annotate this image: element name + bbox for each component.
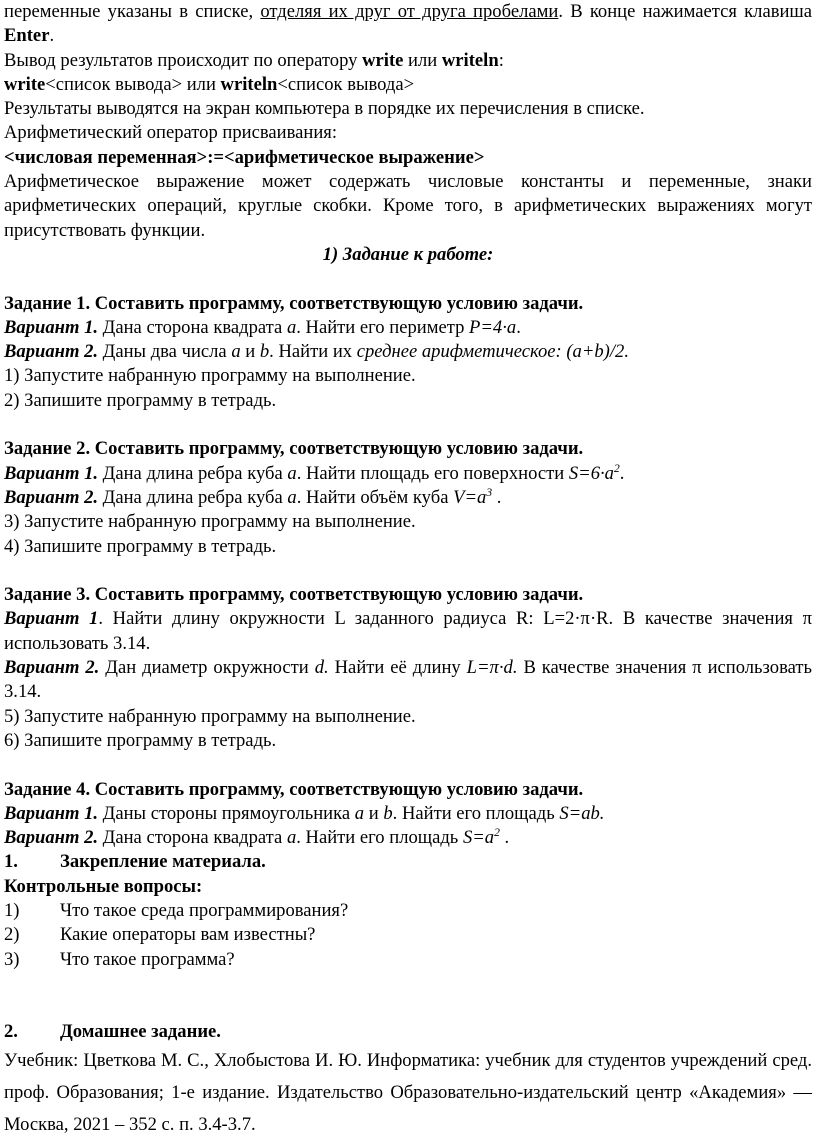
task-1-step-2: 2) Запишите программу в тетрадь. — [4, 389, 277, 411]
enter-key: Enter — [4, 25, 50, 47]
output-operators: Вывод результатов происходит по оператору write или writeln: — [4, 49, 504, 71]
task-2-step-2: 4) Запишите программу в тетрадь. — [4, 535, 277, 557]
task-3-variant-1: Вариант 1. Найти длину окружности L заданного радиуса R: L=2·π·R. В качестве значения π использовать 3.14. — [4, 608, 812, 654]
task-2-step-1: 3) Запустите набранную программу на выполнение. — [4, 511, 416, 533]
task-3-step-2: 6) Запишите программу в тетрадь. — [4, 729, 277, 751]
task-2-title: Задание 2. Составить программу, соответствующую условию задачи. — [4, 438, 584, 460]
input-description: переменные указаны в списке, отделяя их друг от друга пробелами. В конце нажимается клавиша Enter. — [4, 1, 812, 47]
expression-description: Арифметическое выражение может содержать числовые константы и переменные, знаки арифметических операций, круглые скобки. Кроме того, в арифметических выражениях могут присутствовать функции. — [4, 171, 812, 241]
assignment-syntax: <числовая переменная>:=<арифметическое выражение> — [4, 146, 485, 168]
task-3-step-1: 5) Запустите набранную программу на выполнение. — [4, 705, 416, 727]
task-1-variant-1: Вариант 1. Дана сторона квадрата a. Найти его периметр P=4·a. — [4, 316, 521, 338]
task-2-variant-1: Вариант 1. Дана длина ребра куба a. Найти площадь его поверхности $S=6\cdot a^2$. — [4, 462, 625, 484]
homework-heading: 2. Домашнее задание. — [4, 1021, 221, 1043]
homework-text: Учебник: Цветкова М. С., Хлобыстова И. Ю. Информатика: учебник для студентов учреждений сред. проф. Образования; 1-е издание. Издательство Образовательно-издательский центр «Академия» — Москва, 2021 – 352 с. п. 3.4-3.7. — [4, 1049, 812, 1135]
question-1: 1) Что такое среда программирования? — [4, 899, 349, 921]
question-3: 3) Что такое программа? — [4, 948, 235, 970]
underlined-phrase: отделяя их друг от друга пробелами — [260, 1, 559, 22]
task-4-variant-1: Вариант 1. Даны стороны прямоугольника a и b. Найти его площадь S=ab. — [4, 802, 605, 824]
task-4-title: Задание 4. Составить программу, соответствующую условию задачи. — [4, 778, 584, 800]
consolidation-heading: 1. Закрепление материала. — [4, 851, 266, 873]
task-1-variant-2: Вариант 2. Даны два числа a и b. Найти их среднее арифметическое: (a+b)/2. — [4, 341, 629, 363]
output-syntax: write<список вывода> или writeln<список вывода> — [4, 73, 415, 95]
task-4-variant-2: Вариант 2. Дана сторона квадрата a. Найти его площадь $S=a^2$ . — [4, 827, 510, 849]
task-1-step-1: 1) Запустите набранную программу на выполнение. — [4, 365, 416, 387]
assignment-title: Арифметический оператор присваивания: — [4, 122, 338, 144]
question-2: 2) Какие операторы вам известны? — [4, 924, 316, 946]
results-text: Результаты выводятся на экран компьютера в порядке их перечисления в списке. — [4, 98, 645, 120]
task-1-title: Задание 1. Составить программу, соответствующую условию задачи. — [4, 292, 584, 314]
task-3-variant-2: Вариант 2. Дан диаметр окружности d. Найти её длину L=π·d. В качестве значения π использовать 3.14. — [4, 657, 812, 703]
work-heading: 1) Задание к работе: — [322, 243, 494, 265]
task-3-title: Задание 3. Составить программу, соответствующую условию задачи. — [4, 584, 584, 606]
questions-title: Контрольные вопросы: — [4, 875, 203, 897]
task-2-variant-2: Вариант 2. Дана длина ребра куба a. Найти объём куба $V=a^3$ . — [4, 486, 502, 508]
